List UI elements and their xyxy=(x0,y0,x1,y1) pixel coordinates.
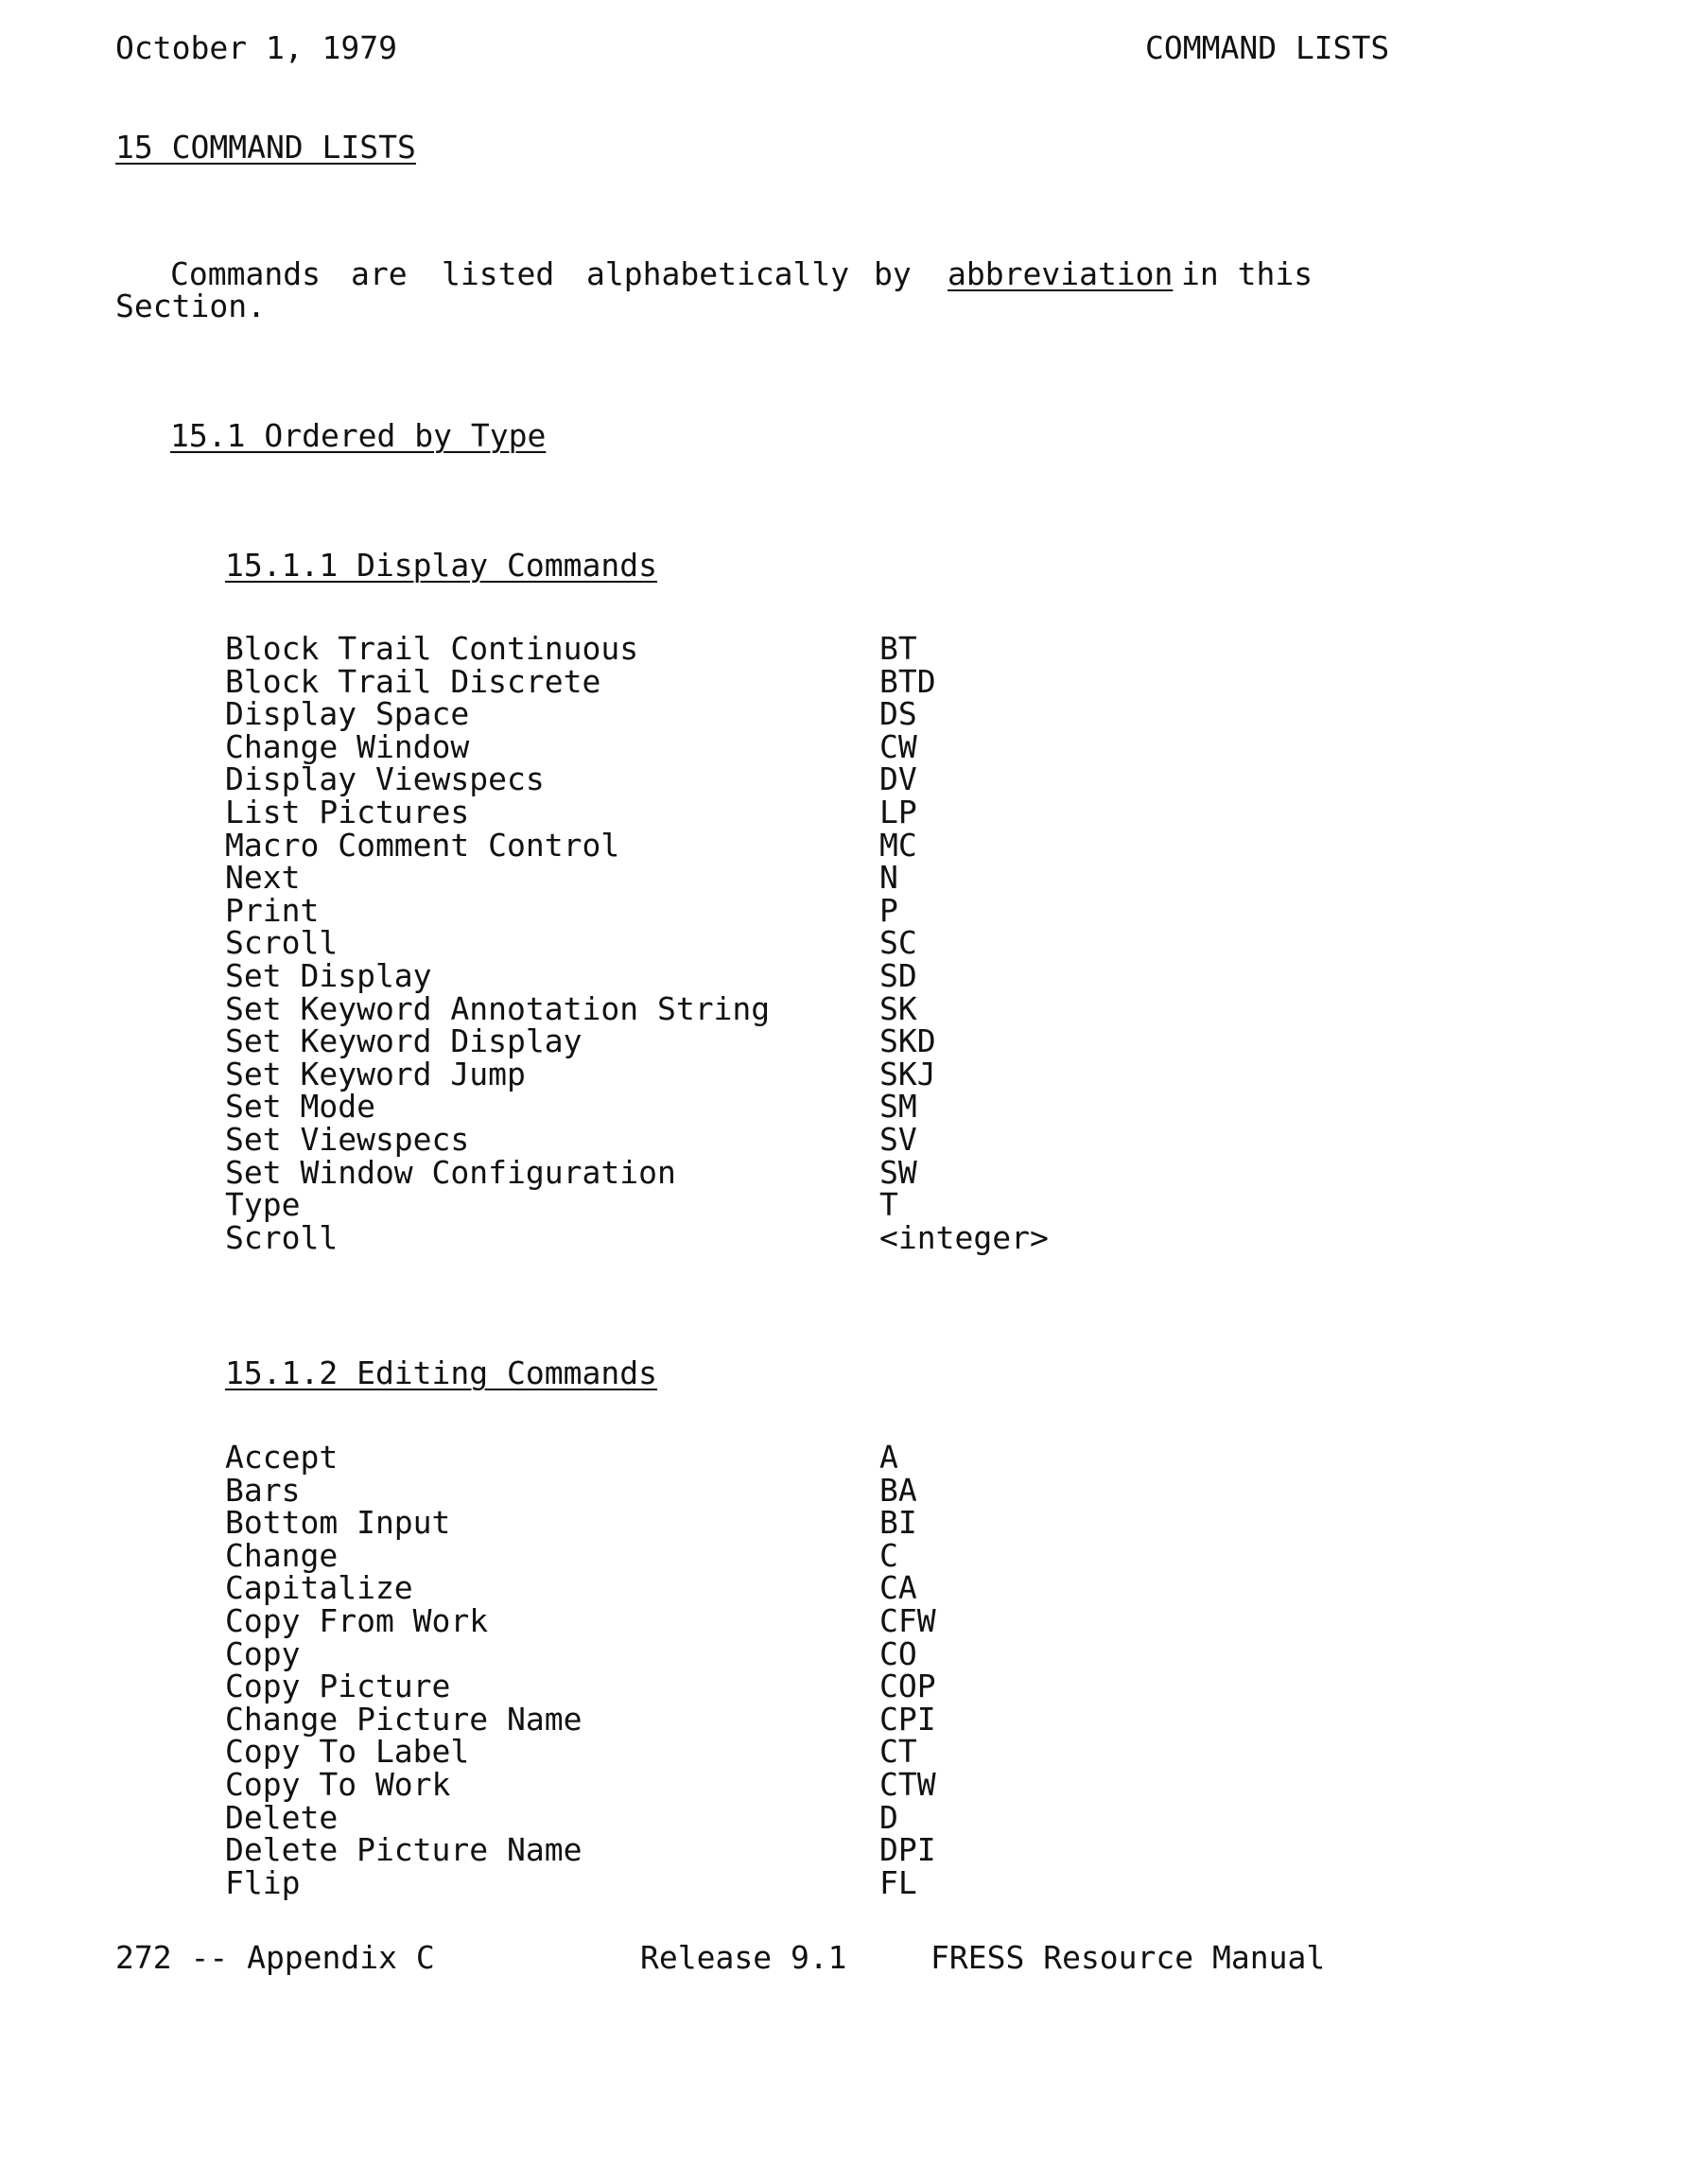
table-row xyxy=(0,1798,1687,1836)
command-abbreviation: SK xyxy=(879,989,917,1027)
command-name: Set Keyword Display xyxy=(225,1022,583,1060)
command-abbreviation: DPI xyxy=(879,1831,936,1869)
command-abbreviation: BI xyxy=(879,1504,917,1542)
table-row xyxy=(0,1055,1687,1092)
command-name: Set Mode xyxy=(225,1088,375,1126)
intro-word-3: listed xyxy=(442,255,555,292)
command-name: Scroll xyxy=(225,924,339,962)
table-row xyxy=(0,1831,1687,1869)
command-name: Change Window xyxy=(225,727,470,765)
command-abbreviation: MC xyxy=(879,826,917,864)
table-row xyxy=(0,1733,1687,1771)
table-row xyxy=(0,859,1687,897)
table-row xyxy=(0,1121,1687,1158)
table-row xyxy=(0,1536,1687,1574)
command-abbreviation: CW xyxy=(879,727,917,765)
display-commands-title: 15.1.1 Display Commands xyxy=(225,547,657,584)
command-abbreviation: N xyxy=(879,859,898,897)
command-name: Print xyxy=(225,891,320,929)
command-name: Copy To Work xyxy=(225,1766,451,1803)
command-name: Change Picture Name xyxy=(225,1700,583,1738)
section-title: 15.1 Ordered by Type xyxy=(170,417,547,454)
command-abbreviation: <integer> xyxy=(879,1218,1049,1256)
table-row xyxy=(0,760,1687,798)
command-abbreviation: CFW xyxy=(879,1602,936,1639)
intro-word-5: by xyxy=(874,255,912,292)
command-name: Display Space xyxy=(225,695,470,733)
table-row xyxy=(0,727,1687,765)
command-name: List Pictures xyxy=(225,794,470,830)
table-row xyxy=(0,924,1687,962)
command-abbreviation: FL xyxy=(879,1863,917,1901)
command-name: Set Display xyxy=(225,957,432,994)
table-row xyxy=(0,1766,1687,1803)
command-abbreviation: BA xyxy=(879,1471,917,1509)
table-row xyxy=(0,1471,1687,1509)
chapter-title: 15 COMMAND LISTS xyxy=(115,129,416,166)
command-abbreviation: DS xyxy=(879,695,917,733)
command-name: Change xyxy=(225,1536,339,1574)
table-row xyxy=(0,630,1687,667)
command-abbreviation: C xyxy=(879,1536,898,1574)
table-row xyxy=(0,1602,1687,1639)
header-date: October 1, 1979 xyxy=(115,29,398,66)
command-name: Type xyxy=(225,1186,301,1224)
command-name: Bars xyxy=(225,1471,301,1509)
command-name: Flip xyxy=(225,1863,301,1901)
table-row xyxy=(0,1634,1687,1672)
command-name: Set Viewspecs xyxy=(225,1121,470,1158)
table-row xyxy=(0,1700,1687,1738)
table-row xyxy=(0,662,1687,700)
command-name: Set Keyword Annotation String xyxy=(225,989,771,1027)
command-name: Delete xyxy=(225,1798,339,1836)
command-name: Block Trail Discrete xyxy=(225,662,601,700)
footer-release: Release 9.1 xyxy=(640,1939,847,1976)
table-row xyxy=(0,796,1687,829)
command-abbreviation: P xyxy=(879,891,898,929)
command-abbreviation: D xyxy=(879,1798,898,1836)
command-name: Scroll xyxy=(225,1218,339,1256)
intro-emphasis: abbreviation xyxy=(948,255,1174,292)
command-abbreviation: SC xyxy=(879,924,917,962)
command-abbreviation: BT xyxy=(879,630,917,667)
command-abbreviation: SKD xyxy=(879,1022,936,1060)
command-name: Copy xyxy=(225,1634,301,1672)
command-name: Copy From Work xyxy=(225,1602,489,1639)
intro-word-2: are xyxy=(351,255,408,292)
command-name: Delete Picture Name xyxy=(225,1831,583,1869)
command-name: Display Viewspecs xyxy=(225,760,545,798)
table-row xyxy=(0,957,1687,994)
table-row xyxy=(0,1088,1687,1126)
table-row xyxy=(0,1863,1687,1901)
table-row xyxy=(0,1569,1687,1607)
command-abbreviation: CTW xyxy=(879,1766,936,1803)
intro-line-2: Section. xyxy=(115,288,266,324)
footer-manual: FRESS Resource Manual xyxy=(930,1939,1326,1976)
command-abbreviation: T xyxy=(879,1186,898,1224)
editing-commands-title: 15.1.2 Editing Commands xyxy=(225,1354,657,1391)
command-abbreviation: SM xyxy=(879,1088,917,1126)
header-section: COMMAND LISTS xyxy=(1145,29,1390,66)
command-name: Macro Comment Control xyxy=(225,826,620,864)
command-name: Bottom Input xyxy=(225,1504,451,1542)
command-name: Block Trail Continuous xyxy=(225,630,639,667)
command-abbreviation: CPI xyxy=(879,1700,936,1738)
command-abbreviation: SKJ xyxy=(879,1055,936,1092)
command-name: Next xyxy=(225,859,301,897)
table-row xyxy=(0,989,1687,1027)
intro-word-1: Commands xyxy=(170,255,321,292)
table-row xyxy=(0,1218,1687,1256)
command-abbreviation: SD xyxy=(879,957,917,994)
command-abbreviation: A xyxy=(879,1439,898,1476)
table-row xyxy=(0,1153,1687,1191)
table-row xyxy=(0,1186,1687,1224)
command-name: Accept xyxy=(225,1439,339,1476)
command-abbreviation: DV xyxy=(879,760,917,798)
table-row xyxy=(0,1504,1687,1542)
command-abbreviation: SV xyxy=(879,1121,917,1158)
table-row xyxy=(0,695,1687,733)
table-row xyxy=(0,1022,1687,1060)
command-abbreviation: CO xyxy=(879,1634,917,1672)
table-row xyxy=(0,1441,1687,1474)
table-row xyxy=(0,891,1687,929)
table-row xyxy=(0,1670,1687,1703)
command-name: Set Window Configuration xyxy=(225,1153,676,1191)
table-row xyxy=(0,826,1687,864)
command-abbreviation: BTD xyxy=(879,662,936,700)
intro-word-4: alphabetically xyxy=(586,255,850,292)
footer-page: 272 -- Appendix C xyxy=(115,1939,435,1976)
command-abbreviation: LP xyxy=(879,794,917,830)
command-abbreviation: CT xyxy=(879,1733,917,1771)
command-name: Copy To Label xyxy=(225,1733,470,1771)
command-name: Copy Picture xyxy=(225,1668,451,1705)
command-abbreviation: COP xyxy=(879,1668,936,1705)
intro-tail: in this xyxy=(1181,255,1313,292)
command-abbreviation: CA xyxy=(879,1569,917,1607)
command-name: Capitalize xyxy=(225,1569,413,1607)
command-name: Set Keyword Jump xyxy=(225,1055,526,1092)
command-abbreviation: SW xyxy=(879,1153,917,1191)
